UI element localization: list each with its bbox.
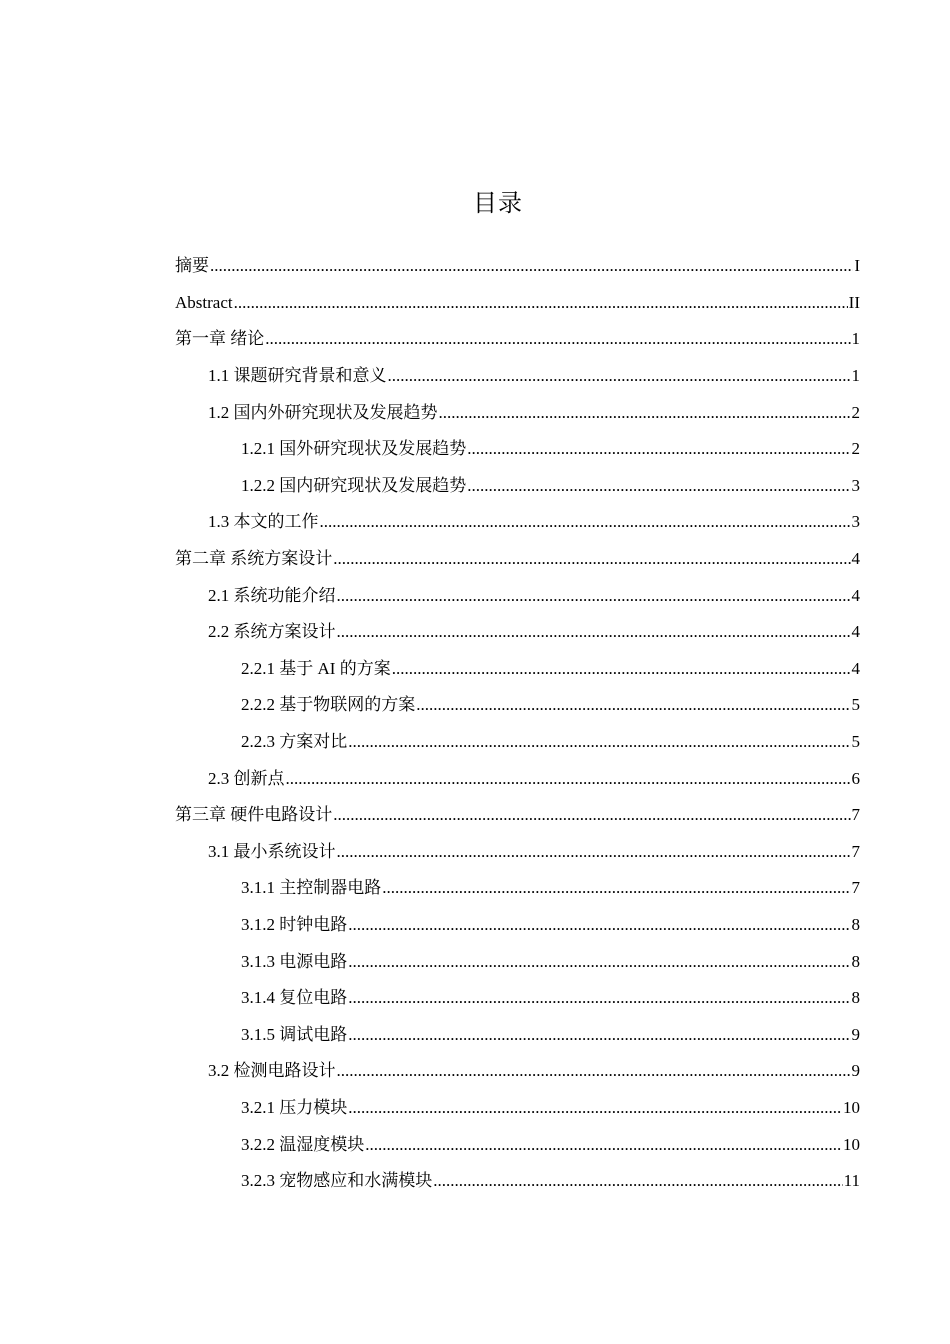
toc-entry-label: 2.2 系统方案设计	[208, 622, 336, 642]
toc-entry[interactable]	[0, 1163, 950, 1200]
dot-leader	[320, 512, 851, 532]
toc-entry-label: 1.1 课题研究背景和意义	[208, 366, 387, 386]
toc-entry-page-number: 7	[851, 805, 860, 825]
dot-leader	[348, 1098, 842, 1118]
dot-leader	[286, 769, 851, 789]
toc-entry-page-number: 10	[843, 1097, 860, 1117]
dot-leader	[337, 622, 851, 642]
dot-leader	[467, 476, 850, 496]
toc-entry-page-number: 6	[851, 768, 860, 788]
toc-entry-line[interactable]	[241, 952, 860, 972]
toc-entry-page-number: 11	[843, 1171, 860, 1191]
toc-entry-label: 3.1.1 主控制器电路	[241, 878, 382, 898]
toc-entry-label: 1.3 本文的工作	[208, 512, 319, 532]
toc-entry[interactable]	[0, 1090, 950, 1127]
toc-entry-line[interactable]	[241, 915, 860, 935]
toc-entry-label: 1.2 国内外研究现状及发展趋势	[208, 402, 438, 422]
toc-entry-page-number: 2	[851, 439, 860, 459]
toc-entry[interactable]	[0, 1016, 950, 1053]
toc-entry[interactable]	[0, 797, 950, 834]
dot-leader	[467, 439, 850, 459]
toc-entry-page-number: 8	[851, 914, 860, 934]
toc-entry-page-number: 7	[851, 878, 860, 898]
dot-leader	[348, 952, 850, 972]
page-title: 目录	[473, 189, 523, 217]
toc-entry[interactable]	[0, 907, 950, 944]
toc-entry-page-number: 7	[851, 841, 860, 861]
toc-entry[interactable]	[0, 248, 950, 285]
toc-entry-line[interactable]	[208, 842, 860, 862]
toc-entry-label: Abstract	[175, 292, 233, 312]
dot-leader	[348, 988, 850, 1008]
toc-entry-line[interactable]	[175, 293, 860, 313]
toc-entry-line[interactable]	[175, 805, 860, 825]
toc-entry[interactable]	[0, 870, 950, 907]
toc-entry-page-number: 9	[851, 1024, 860, 1044]
toc-entry[interactable]	[0, 834, 950, 871]
toc-entry[interactable]	[0, 358, 950, 395]
dot-leader	[333, 549, 850, 569]
toc-entry-page-number: 2	[851, 402, 860, 422]
toc-entry-line[interactable]	[208, 586, 860, 606]
toc-entry-page-number: 3	[851, 475, 860, 495]
toc-entry[interactable]	[0, 1126, 950, 1163]
toc-entry[interactable]	[0, 724, 950, 761]
dot-leader	[392, 659, 851, 679]
toc-entry[interactable]	[0, 431, 950, 468]
dot-leader	[337, 1061, 851, 1081]
toc-entry-line[interactable]	[241, 476, 860, 496]
toc-entry[interactable]	[0, 321, 950, 358]
toc-entry-label: 3.1.5 调试电路	[241, 1024, 348, 1044]
dot-leader	[348, 1025, 850, 1045]
toc-entry-line[interactable]	[241, 439, 860, 459]
dot-leader	[210, 256, 853, 276]
dot-leader	[348, 732, 850, 752]
toc-entry-line[interactable]	[241, 659, 860, 679]
toc-entry[interactable]	[0, 760, 950, 797]
toc-entry-line[interactable]	[208, 512, 860, 532]
toc-entry-label: 摘要	[175, 256, 209, 276]
toc-entry-line[interactable]	[241, 1025, 860, 1045]
dot-leader	[337, 842, 851, 862]
toc-entry-page-number: 10	[843, 1134, 860, 1154]
toc-entry[interactable]	[0, 687, 950, 724]
toc-entry-label: 2.2.2 基于物联网的方案	[241, 695, 416, 715]
toc-entry-line[interactable]	[208, 366, 860, 386]
toc-entry-page-number: 3	[851, 512, 860, 532]
toc-entry[interactable]	[0, 577, 950, 614]
toc-entry-page-number: 1	[851, 329, 860, 349]
toc-entry-line[interactable]	[241, 988, 860, 1008]
toc-entry-line[interactable]	[208, 403, 860, 423]
toc-entry-label: 1.2.2 国内研究现状及发展趋势	[241, 475, 467, 495]
toc-entry-page-number: II	[848, 292, 860, 312]
toc-entry-page-number: 4	[851, 622, 860, 642]
toc-entry-label: 2.2.1 基于 AI 的方案	[241, 658, 391, 678]
dot-leader	[265, 329, 850, 349]
dot-leader	[439, 403, 851, 423]
toc-entry-line[interactable]	[241, 732, 860, 752]
toc-entry-line[interactable]	[241, 1098, 860, 1118]
table-of-contents	[0, 248, 950, 1199]
toc-entry-label: 3.2.1 压力模块	[241, 1097, 348, 1117]
toc-entry-line[interactable]	[208, 622, 860, 642]
toc-entry-label: 3.1.3 电源电路	[241, 951, 348, 971]
toc-entry-page-number: 1	[851, 366, 860, 386]
toc-entry-label: 2.1 系统功能介绍	[208, 585, 336, 605]
toc-entry-line[interactable]	[175, 329, 860, 349]
toc-entry[interactable]	[0, 394, 950, 431]
toc-entry-label: 3.2.2 温湿度模块	[241, 1134, 365, 1154]
toc-entry-page-number: 5	[851, 695, 860, 715]
toc-entry-label: 第三章 硬件电路设计	[175, 805, 333, 825]
toc-entry-page-number: 4	[851, 585, 860, 605]
toc-entry-page-number: 4	[851, 549, 860, 569]
dot-leader	[382, 878, 850, 898]
toc-entry[interactable]	[0, 541, 950, 578]
toc-entry-line[interactable]	[208, 769, 860, 789]
toc-entry-label: 3.1 最小系统设计	[208, 841, 336, 861]
toc-entry-line[interactable]	[241, 878, 860, 898]
toc-entry-label: 3.2 检测电路设计	[208, 1061, 336, 1081]
toc-entry[interactable]	[0, 504, 950, 541]
toc-entry-label: 3.1.4 复位电路	[241, 988, 348, 1008]
toc-entry[interactable]	[0, 285, 950, 322]
toc-entry-line[interactable]	[175, 549, 860, 569]
toc-entry-label: 3.1.2 时钟电路	[241, 914, 348, 934]
toc-entry-line[interactable]	[175, 256, 860, 276]
toc-entry-page-number: 4	[851, 658, 860, 678]
toc-entry-label: 2.2.3 方案对比	[241, 732, 348, 752]
toc-entry-page-number: 8	[851, 988, 860, 1008]
toc-entry-page-number: 9	[851, 1061, 860, 1081]
dot-leader	[337, 586, 851, 606]
toc-entry-label: 2.3 创新点	[208, 768, 285, 788]
toc-entry-label: 第二章 系统方案设计	[175, 549, 333, 569]
toc-entry-page-number: 5	[851, 732, 860, 752]
dot-leader	[388, 366, 851, 386]
dot-leader	[348, 915, 850, 935]
dot-leader	[365, 1135, 842, 1155]
toc-entry-page-number: 8	[851, 951, 860, 971]
toc-entry[interactable]	[0, 1053, 950, 1090]
toc-entry-line[interactable]	[241, 1171, 860, 1191]
toc-entry[interactable]	[0, 614, 950, 651]
toc-entry[interactable]	[0, 468, 950, 505]
dot-leader	[234, 293, 848, 313]
toc-entry[interactable]	[0, 943, 950, 980]
toc-entry-line[interactable]	[241, 1135, 860, 1155]
toc-entry-page-number: I	[854, 256, 860, 276]
toc-entry-label: 第一章 绪论	[175, 329, 265, 349]
toc-entry-line[interactable]	[208, 1061, 860, 1081]
toc-entry-label: 3.2.3 宠物感应和水满模块	[241, 1171, 433, 1191]
dot-leader	[416, 695, 850, 715]
dot-leader	[333, 805, 850, 825]
toc-entry-line[interactable]	[241, 695, 860, 715]
toc-entry[interactable]	[0, 980, 950, 1017]
toc-entry[interactable]	[0, 651, 950, 688]
dot-leader	[433, 1171, 842, 1191]
toc-entry-label: 1.2.1 国外研究现状及发展趋势	[241, 439, 467, 459]
